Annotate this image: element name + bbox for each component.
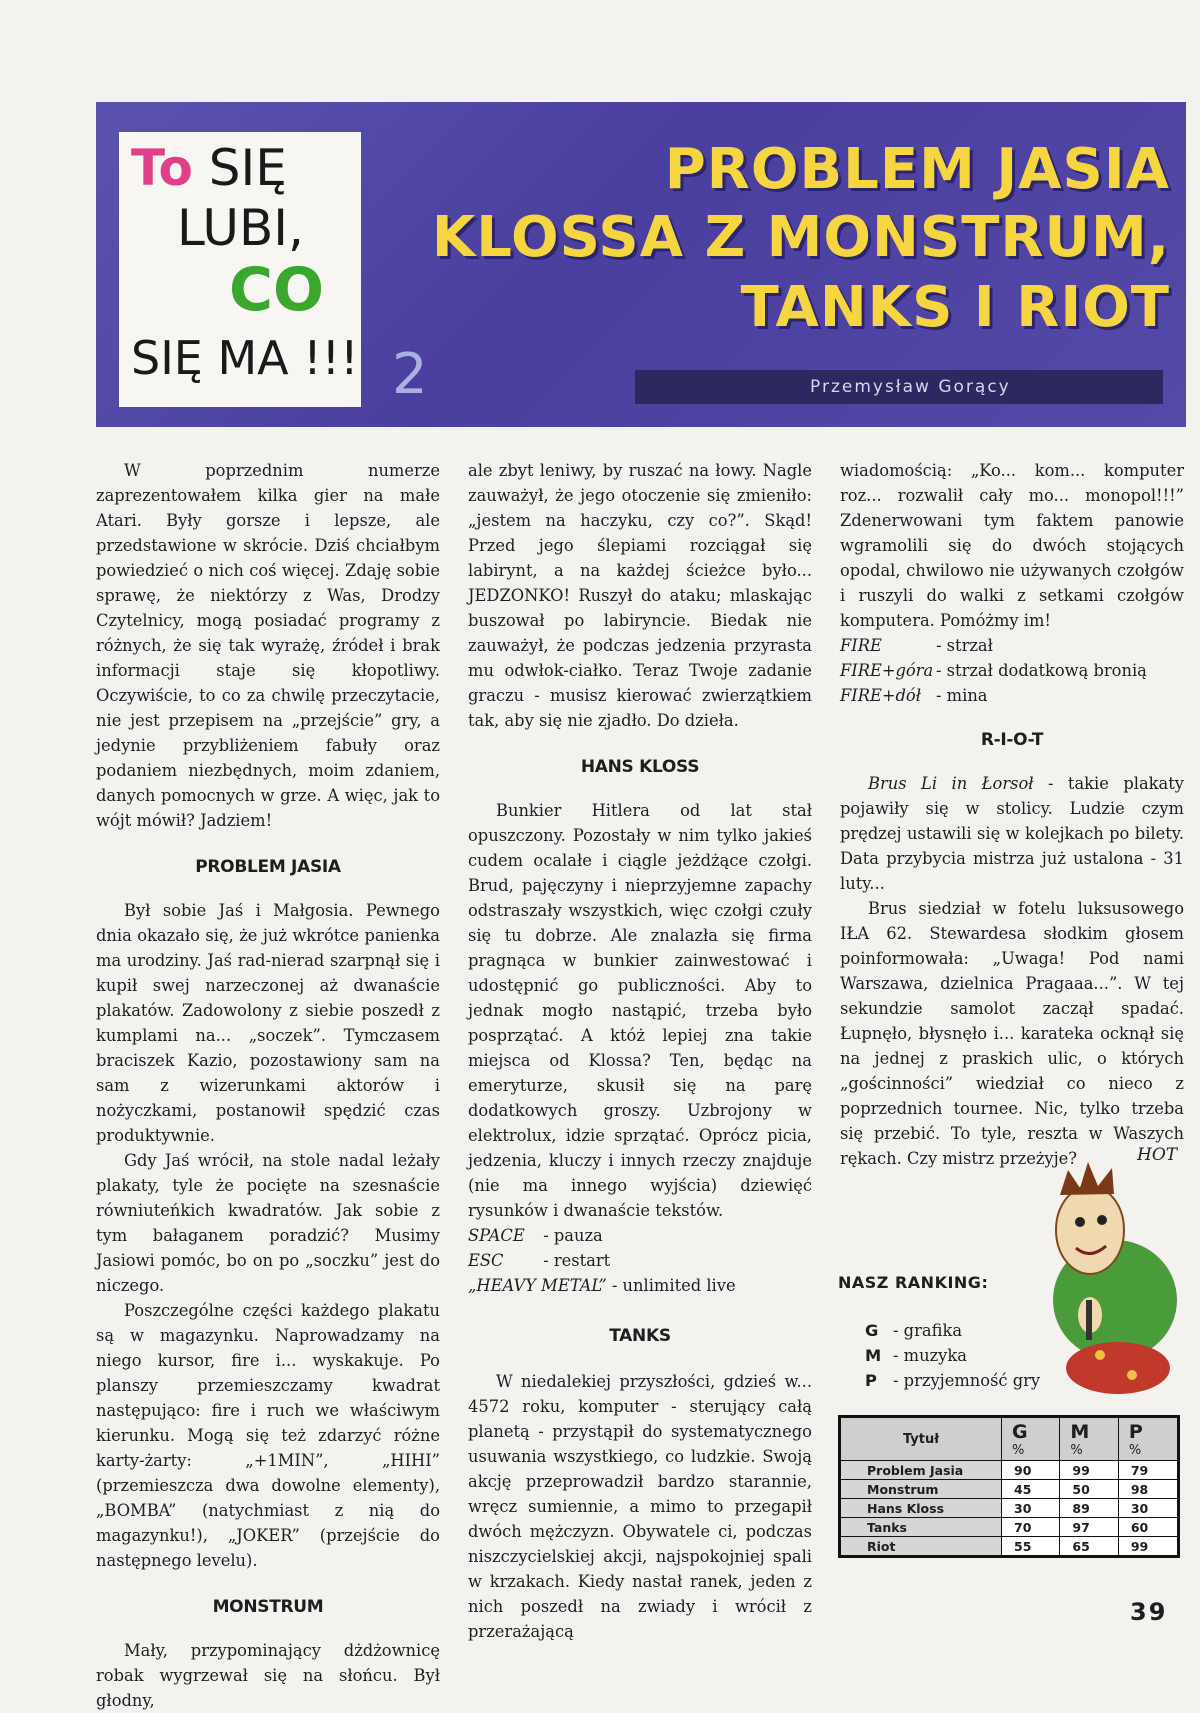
heading-riot: R-I-O-T bbox=[980, 730, 1044, 750]
series-number: 2 bbox=[392, 342, 428, 407]
header-g: G % bbox=[1002, 1417, 1060, 1461]
paragraph: Brus siedział w fotelu luksusowego IŁA 62. Stewardesa słodkim głosem poinformowała: „Uwaga! Pod nami Warszawa, dzielnica Pragaaa...”. W tej sekundzie samolot zaczął spadać. Łupnęło, błysnęło i... karateka ocknął się na jednej z praskich ulic, o których „gościnności” wiedział co nieco z poprzednich tournee. Nic, tylko trzeba się przebić. To tyle, reszta w Waszych rękach. Czy mistrz przeżyje? bbox=[840, 899, 1184, 1168]
riot-italic-title: Brus Li in Łorsoł bbox=[868, 774, 1034, 793]
table-row: Tanks 70 97 60 bbox=[840, 1518, 1179, 1537]
legend-item: M - muzyka bbox=[865, 1346, 967, 1365]
ranking-legend bbox=[865, 1318, 1040, 1393]
hot-label: HOT bbox=[1137, 1145, 1178, 1165]
paragraph bbox=[840, 771, 1184, 896]
legend-item: P - przyjemność gry bbox=[865, 1371, 1041, 1390]
table-row: Hans Kloss 30 89 30 bbox=[840, 1499, 1179, 1518]
key-list bbox=[840, 633, 1184, 708]
table-row: Problem Jasia 90 99 79 bbox=[840, 1461, 1179, 1480]
key-desc: - unlimited live bbox=[611, 1276, 736, 1295]
paragraph: Bunkier Hitlera od lat stał opuszczony. Pozostały w nim tylko jakieś cudem ocalałe i ciągle jeżdżące czołgi. Brud, pajęczyny i nieprzyjemne zapachy odstraszały wszystkich, więc czołgi czuły się tu dobrze. Ale znalazła się firma pragnąca w bunkier zainwestować i udostępnić go publiczności. Aby to jednak mogło nastąpić, trzeba było posprzątać. A któż lepiej zna takie miejsca od Klossa? Ten, będąc na emeryturze, skusił się na parę dodatkowych groszy. Uzbrojony w elektrolux, idzie sprzątać. Oprócz picia, jedzenia, kluczy i innych rzeczy znajduje (nie ma innego wyjścia) dziewięć rysunków i dwanaście tekstów. bbox=[468, 801, 812, 1220]
paragraph: Gdy Jaś wrócił, na stole nadal leżały plakaty, tyle że pocięte na szesnaście równiuteńkich kwadratów. Jak sobie z tym bałaganem poradzić? Musimy Jasiowi pomóc, bo on po „soczku” jest do niczego. bbox=[96, 1151, 440, 1295]
cartoon-figure-illustration bbox=[1040, 1150, 1190, 1400]
paragraph: wiadomością: „Ko... kom... komputer roz... rozwalił cały mo... monopol!!!” Zdenerwowani tym faktem panowie wgramolili się do dwóch stojących opodal, chwilowo nie używanych czołgów i ruszyli do walki z setkami czołgów komputera. Pomóżmy im! bbox=[840, 461, 1184, 630]
key-desc: - strzał dodatkową bronią bbox=[936, 661, 1147, 680]
header-title: Tytuł bbox=[840, 1417, 1002, 1461]
key-name: ESC bbox=[468, 1251, 504, 1270]
key-row bbox=[468, 1273, 812, 1298]
title-line-2: KLOSSA Z MONSTRUM, bbox=[431, 205, 1170, 270]
key-row bbox=[840, 633, 1184, 658]
riot-text: - takie plakaty pojawiły się w stolicy. Ludzie czym prędzej ustawili się w kolejkach po bilety. Data przybycia mistrza już ustalona - 31 luty... bbox=[840, 774, 1184, 893]
key-row bbox=[468, 1248, 812, 1273]
key-name: SPACE bbox=[468, 1226, 525, 1245]
series-logo bbox=[119, 132, 361, 407]
table-header-row bbox=[840, 1417, 1179, 1461]
key-desc: - strzał bbox=[936, 636, 993, 655]
legend-item: G - grafika bbox=[865, 1321, 963, 1340]
paragraph: W niedalekiej przyszłości, gdzieś w... 4572 roku, komputer - sterujący całą planetą - przystąpił do systematycznego usuwania wszystkiego, co ludzkie. Swoją akcję przeprowadził bardzo starannie, wręcz sumiennie, a mimo to przegapił dwóch mężczyzn. Obywatele ci, podczas niszczycielskiej akcji, najspokojniej spali w krzakach. Kiedy nastał ranek, jeden z nich poszedł na zwiady i wrócił z przerażającą bbox=[468, 1372, 812, 1641]
heading-problem-jasia: PROBLEM JASIA bbox=[195, 857, 341, 877]
heading-hans-kloss: HANS KLOSS bbox=[580, 757, 700, 777]
series-line-4: SIĘ MA !!! bbox=[131, 331, 359, 385]
ranking-title: NASZ RANKING: bbox=[838, 1273, 989, 1292]
title-line-1: PROBLEM JASIA bbox=[664, 137, 1170, 202]
ranking-table bbox=[838, 1415, 1180, 1558]
key-row bbox=[840, 658, 1184, 683]
column-1 bbox=[96, 458, 440, 1713]
table-row: Monstrum 45 50 98 bbox=[840, 1480, 1179, 1499]
key-name: „HEAVY METAL” bbox=[468, 1276, 607, 1295]
title-line-3: TANKS I RIOT bbox=[740, 275, 1170, 340]
column-2 bbox=[468, 458, 812, 1644]
key-name: FIRE bbox=[840, 636, 882, 655]
paragraph: Poszczególne części każdego plakatu są w magazynku. Naprowadzamy na niego kursor, fire i... wyskakuje. Po planszy przemieszczamy kwadrat następująco: fire i ruch we właściwym kierunku. Mogą się też zdarzyć różne karty-żarty: „+1MIN”, „HIHI” (przemieszcza dwa dowolne elementy), „BOMBA” (natychmiast z nią do magazynku!), „JOKER” (przejście do następnego levelu). bbox=[96, 1301, 440, 1570]
heading-monstrum: MONSTRUM bbox=[212, 1597, 324, 1617]
paragraph: ale zbyt leniwy, by ruszać na łowy. Nagle zauważył, że jego otoczenie się zmieniło: „jestem na haczyku, czy co?”. Skąd! Przed jego ślepiami rozciągał się labirynt, a na każdej ścieżce było... JEDZONKO! Ruszył do ataku; mlaskając buszował po labiryncie. Biedak nie zauważył, że podczas jedzenia przyrasta mu odwłok-ciałko. Teraz Twoje zadanie graczu - musisz kierować zwierzątkiem tak, aby się nie zjadło. Do dzieła. bbox=[468, 461, 812, 730]
series-line-3: CO bbox=[229, 255, 325, 325]
key-list bbox=[468, 1223, 812, 1298]
page-number: 39 bbox=[1130, 1598, 1168, 1626]
key-name: FIRE+dół bbox=[840, 686, 922, 705]
author-name: Przemysław Gorący bbox=[810, 377, 1011, 397]
intro-paragraph: W poprzednim numerze zaprezentowałem kilka gier na małe Atari. Były gorsze i lepsze, ale przedstawione w skrócie. Dziś chciałbym powiedzieć o nich coś więcej. Zdaję sobie sprawę, że niektórzy z Was, Drodzy Czytelnicy, mogą posiadać programy z różnych, że się tak wyrażę, źródeł i brak informacji staje się kłopotliwy. Oczywiście, to co za chwilę przeczytacie, nie jest przepisem na „przejście” gry, a jedynie przybliżeniem fabuły oraz podaniem niezbędnych, moim zdaniem, danych pomocnych w grze. A więc, jak to wójt mówił? Jadziem! bbox=[96, 461, 440, 830]
key-name: FIRE+góra bbox=[840, 661, 934, 680]
series-line-2: LUBI, bbox=[177, 199, 304, 257]
heading-tanks: TANKS bbox=[609, 1326, 671, 1346]
author-bar bbox=[635, 370, 1163, 404]
series-line-1: To SIĘ bbox=[131, 139, 287, 197]
key-row bbox=[468, 1223, 812, 1248]
key-desc: - pauza bbox=[543, 1226, 603, 1245]
header-m: M % bbox=[1060, 1417, 1118, 1461]
table-row: Riot 55 65 99 bbox=[840, 1537, 1179, 1557]
key-desc: - restart bbox=[543, 1251, 611, 1270]
column-3 bbox=[840, 458, 1184, 1171]
paragraph: Mały, przypominający dżdżownicę robak wygrzewał się na słońcu. Był głodny, bbox=[96, 1641, 440, 1710]
key-row bbox=[840, 683, 1184, 708]
paragraph: Był sobie Jaś i Małgosia. Pewnego dnia okazało się, że już wkrótce panienka ma urodziny. Jaś rad-nierad szarpnął się i kupił swej narzeczonej aż dwanaście plakatów. Zadowolony z siebie poszedł z kumplami na... „soczek”. Tymczasem braciszek Kazio, pozostawiony sam na sam z wizerunkami aktorów i nożyczkami, postanowił spędzić czas produktywnie. bbox=[96, 901, 440, 1145]
header-p: P % bbox=[1118, 1417, 1178, 1461]
key-desc: - mina bbox=[936, 686, 988, 705]
